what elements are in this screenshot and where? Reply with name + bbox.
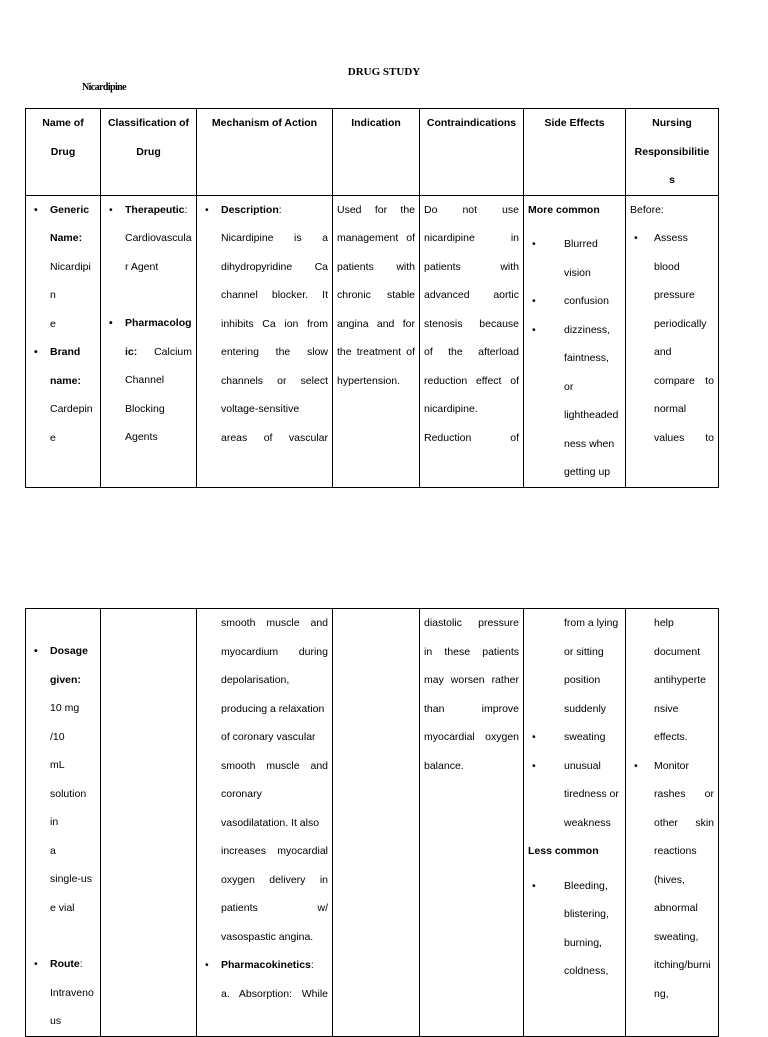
drug-study-table-page2 (25, 608, 719, 1037)
side-effect-item: • confusion (528, 287, 621, 316)
dosage-label: • Dosage (30, 637, 96, 666)
generic-name-label: • Generic (30, 196, 96, 225)
nursing-item: • Monitor (630, 752, 714, 781)
cell-indication: Used for the management of patients with chronic stable angina and for the treatment of hypertension. (333, 195, 420, 487)
header-side-effects: Side Effects (524, 109, 626, 196)
before-heading: Before: (630, 203, 664, 216)
description-label: • Description: (201, 196, 328, 225)
cell-name-of-drug: • Dosage given: 10 mg /10 mL solution in a single-us e vial • Route: Intraveno us (26, 609, 101, 1037)
side-effect-item: • dizziness, (528, 316, 621, 345)
side-effect-item: • Blurred (528, 230, 621, 259)
cell-nursing: help document antihyperte nsive effects. • Monitor rashes or other skin reactions (hives, abnormal sweating, itching/burni ng, (626, 609, 719, 1037)
header-name-of-drug: Name of Drug (26, 109, 101, 196)
cell-indication (333, 609, 420, 1037)
cell-nursing: Before: • Assess blood pressure periodically and compare to normal values to (626, 195, 719, 487)
cell-contraindications: diastolic pressure in these patients may worsen rather than improve myocardial oxygen balance. (420, 609, 524, 1037)
header-nursing: Nursing Responsibilitie s (626, 109, 719, 196)
content-row (26, 609, 719, 1037)
drug-study-table-page1 (25, 108, 719, 488)
more-common-heading: More common (528, 203, 600, 216)
content-row (26, 195, 719, 487)
header-indication: Indication (333, 109, 420, 196)
side-effect-item: • Bleeding, (528, 872, 621, 901)
cell-side-effects: from a lying or sitting position suddenly • sweating • unusual tiredness or weakness Less common • Bleeding, blistering, burning, coldness, (524, 609, 626, 1037)
therapeutic-label: • Therapeutic: (105, 196, 192, 225)
cell-name-of-drug: • Generic Name: Nicardipin e • Brand name: Cardepin e (26, 195, 101, 487)
drug-subtitle: Nicardipine (82, 82, 126, 93)
route-label: • Route: (30, 950, 96, 979)
side-effect-item: • unusual (528, 752, 621, 781)
less-common-heading: Less common (528, 845, 599, 857)
pharmacokinetics-label: • Pharmacokinetics: (201, 951, 328, 980)
nursing-item: • Assess (630, 224, 714, 253)
cell-mechanism: smooth muscle and myocardium during depolarisation, producing a relaxation of coronary vascular smooth muscle and coronary vasodilatation. It also increases myocardial oxygen delivery in patients w/ vasospastic angina. • Pharmacokinetics: a. Absorption: While (197, 609, 333, 1037)
header-classification: Classification of Drug (101, 109, 197, 196)
header-mechanism: Mechanism of Action (197, 109, 333, 196)
header-row (26, 109, 719, 196)
side-effect-item: • sweating (528, 723, 621, 752)
cell-side-effects: More common • Blurred vision • confusion • dizziness, faintness, or lightheaded ness when getting up (524, 195, 626, 487)
brand-name-label: • Brand (30, 338, 96, 367)
cell-classification (101, 609, 197, 1037)
document-title: DRUG STUDY (347, 66, 421, 78)
pharmacologic-label: • Pharmacolog (105, 309, 192, 338)
header-contraindications: Contraindications (420, 109, 524, 196)
cell-contraindications: Do not use nicardipine in patients with advanced aortic stenosis because of the afterload reduction effect of nicardipine. Reduction of (420, 195, 524, 487)
cell-mechanism: • Description: Nicardipine is a dihydropyridine Ca channel blocker. It inhibits Ca ion from entering the slow channels or select voltage-sensitive areas of vascular (197, 195, 333, 487)
cell-classification: • Therapeutic: Cardiovascula r Agent • Pharmacolog ic: Calcium Channel Blocking Agents (101, 195, 197, 487)
